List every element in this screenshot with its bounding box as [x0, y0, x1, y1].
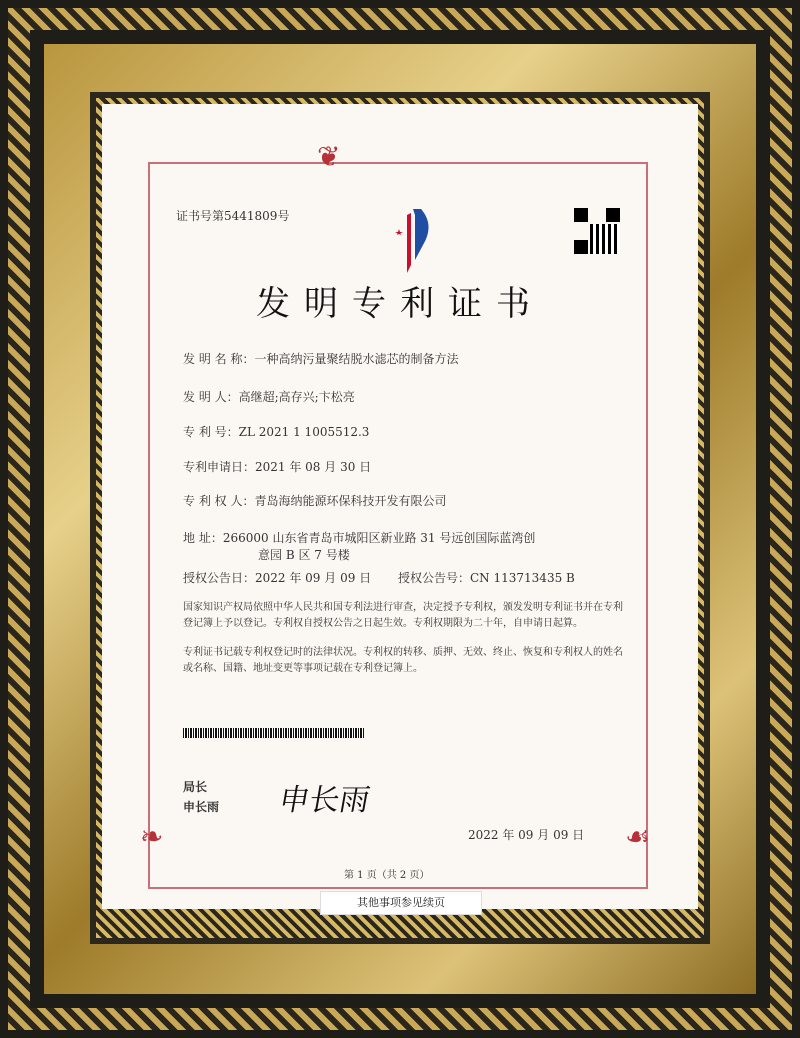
- bottom-left-ornament-icon: ❧: [140, 820, 164, 853]
- director-title: 局长: [183, 780, 208, 794]
- certificate-title: 发明专利证书: [256, 284, 544, 324]
- cnipa-logo-icon: [395, 205, 435, 275]
- application-date: 专利申请日：2021 年 08 月 30 日: [183, 460, 372, 474]
- top-ornament-icon: ❦: [317, 140, 341, 173]
- director-signature: 申长雨: [276, 783, 373, 818]
- qr-code: [574, 208, 620, 254]
- legal-note: 专利证书记载专利权登记时的法律状况。专利权的转移、质押、无效、终止、恢复和专利权人的姓名或名称、国籍、地址变更等事项记载在专利登记簿上。: [183, 647, 623, 674]
- invention-name: 发 明 名 称：一种高纳污量聚结脱水滤芯的制备方法: [183, 352, 459, 366]
- announcement-date: 授权公告日：2022 年 09 月 09 日: [183, 571, 372, 585]
- issue-date: 2022 年 09 月 09 日: [468, 828, 585, 842]
- patentee: 专 利 权 人：青岛海纳能源环保科技开发有限公司: [183, 494, 447, 508]
- address-line-2: 意园 B 区 7 号楼: [258, 548, 350, 562]
- director-name: 申长雨: [183, 800, 220, 814]
- footer-note: 其他事项参见续页: [320, 891, 482, 915]
- inventors: 发 明 人：高继超;高存兴;卞松亮: [183, 390, 355, 404]
- barcode: [183, 728, 364, 738]
- bottom-right-ornament-icon: ☙: [625, 820, 651, 853]
- patent-number: 专 利 号：ZL 2021 1 1005512.3: [183, 425, 370, 439]
- grant-statement: 国家知识产权局依照中华人民共和国专利法进行审查，决定授予专利权，颁发发明专利证书并在专利登记簿上予以登记。专利权自授权公告之日起生效。专利权期限为二十年，自申请日起算。: [183, 602, 623, 629]
- page-info: 第 1 页（共 2 页）: [344, 870, 430, 881]
- announcement-number: 授权公告号：CN 113713435 B: [398, 571, 575, 585]
- certificate-number: 证书号第5441809号: [176, 209, 290, 223]
- address-line-1: 地 址：266000 山东省青岛市城阳区新业路 31 号远创国际蓝湾创: [183, 531, 536, 545]
